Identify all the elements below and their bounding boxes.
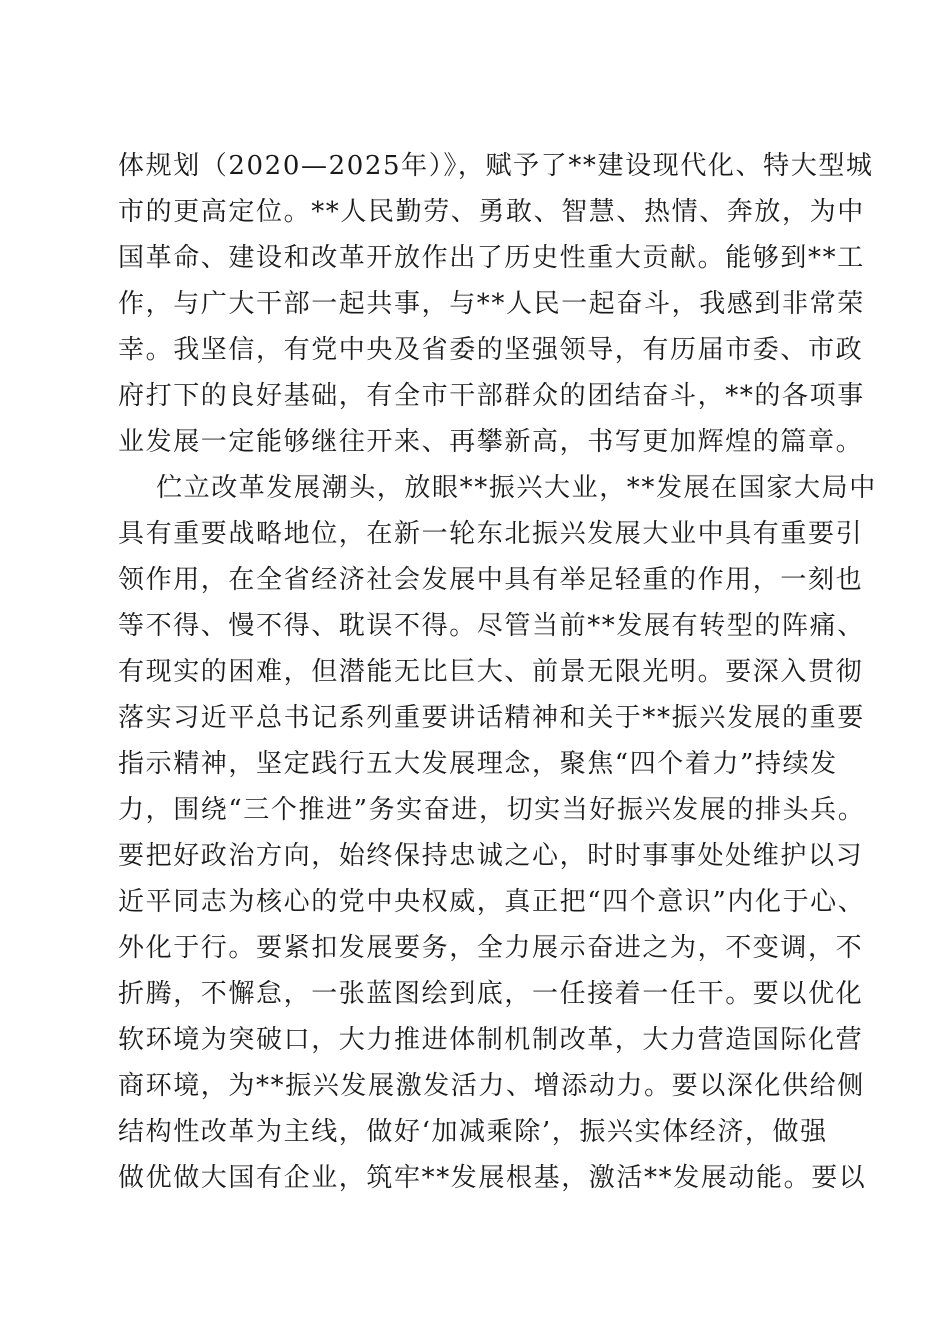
text-line: 府打下的良好基础，有全市干部群众的团结奋斗，**的各项事: [118, 381, 865, 411]
paragraph: [118, 465, 877, 1201]
text-line: 结构性改革为主线，做好‘加减乘除’，振兴实体经济，做强: [118, 1117, 828, 1147]
text-line: 市的更高定位。**人民勤劳、勇敢、智慧、热情、奔放，为中: [118, 197, 865, 227]
document-body: [118, 143, 877, 1201]
text-line: 近平同志为核心的党中央权威，真正把“四个意识”内化于心、: [118, 887, 866, 917]
text-line: 具有重要战略地位，在新一轮东北振兴发展大业中具有重要引: [118, 519, 864, 549]
text-line: 体规划（2020—2025年）》，赋予了**建设现代化、特大型城: [118, 151, 874, 181]
text-line: 要把好政治方向，始终保持忠诚之心，时时事事处处维护以习: [118, 841, 864, 871]
text-line: 指示精神，坚定践行五大发展理念，聚焦“四个着力”持续发: [118, 749, 838, 779]
text-line: 有现实的困难，但潜能无比巨大、前景无限光明。要深入贯彻: [118, 657, 864, 687]
text-line: 幸。我坚信，有党中央及省委的坚强领导，有历届市委、市政: [118, 335, 864, 365]
text-line: 外化于行。要紧扣发展要务，全力展示奋进之为，不变调，不: [118, 933, 864, 963]
text-line: 伫立改革发展潮头，放眼**振兴大业，**发展在国家大局中: [156, 473, 877, 503]
text-line: 落实习近平总书记系列重要讲话精神和关于**振兴发展的重要: [118, 703, 865, 733]
text-line: 折腾，不懈怠，一张蓝图绘到底，一任接着一任干。要以优化: [118, 979, 864, 1009]
paragraph: [118, 143, 874, 465]
text-line: 等不得、慢不得、耽误不得。尽管当前**发展有转型的阵痛、: [118, 611, 865, 641]
text-line: 软环境为突破口，大力推进体制机制改革，大力营造国际化营: [118, 1025, 864, 1055]
text-line: 业发展一定能够继往开来、再攀新高，书写更加辉煌的篇章。: [118, 427, 864, 457]
text-line: 商环境，为**振兴发展激发活力、增添动力。要以深化供给侧: [118, 1071, 865, 1101]
text-line: 做优做大国有企业，筑牢**发展根基，激活**发展动能。要以: [118, 1163, 867, 1193]
text-line: 作，与广大干部一起共事，与**人民一起奋斗，我感到非常荣: [118, 289, 865, 319]
text-line: 国革命、建设和改革开放作出了历史性重大贡献。能够到**工: [118, 243, 865, 273]
text-line: 力，围绕“三个推进”务实奋进，切实当好振兴发展的排头兵。: [118, 795, 866, 825]
text-line: 领作用，在全省经济社会发展中具有举足轻重的作用，一刻也: [118, 565, 864, 595]
